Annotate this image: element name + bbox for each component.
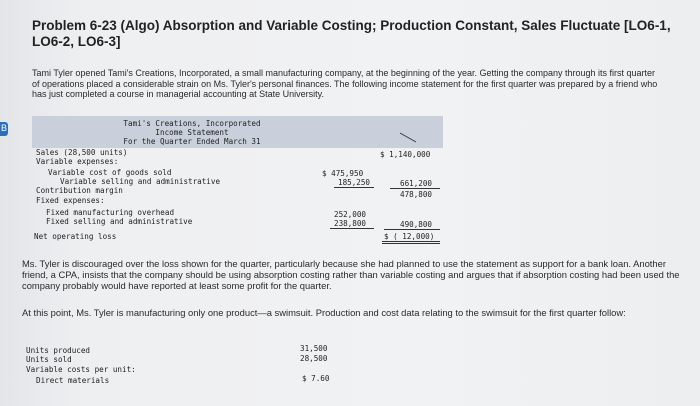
- prod-label: Direct materials: [36, 376, 110, 385]
- row-label: Fixed selling and administrative: [46, 217, 193, 226]
- prod-label: Units produced: [26, 346, 91, 355]
- statement-company: Tami's Creations, Incorporated: [123, 119, 261, 128]
- row-right: 661,200: [400, 179, 433, 188]
- statement-header: [32, 116, 443, 148]
- intro-paragraph: Tami Tyler opened Tami's Creations, Incorporated, a small manufacturing company, at the beginning of the year. Getting the company through its first quarter of operations placed a considerable strain on Ms. Tyler's personal finances. The following income statement for the first quarter was prepared by a friend who has just completed a course in managerial accounting at State University.: [32, 68, 658, 99]
- row-label: Variable cost of goods sold: [48, 168, 172, 177]
- cursor-mark-icon: [398, 130, 422, 146]
- prod-value: 28,500: [300, 354, 328, 363]
- question-marker-label: B: [1, 123, 8, 133]
- underline: [384, 229, 440, 230]
- underline: [334, 187, 374, 188]
- row-label: Variable selling and administrative: [60, 177, 221, 186]
- row-label: Sales (28,500 units): [36, 148, 128, 157]
- row-right: $ ( 12,000): [384, 232, 435, 241]
- row-mid: 185,250: [338, 178, 371, 187]
- prod-value: 31,500: [300, 344, 328, 353]
- row-mid: $ 475,950: [322, 169, 364, 178]
- row-label: Variable expenses:: [36, 157, 119, 166]
- row-mid: 252,000: [334, 210, 367, 219]
- problem-title: Problem 6-23 (Algo) Absorption and Variable Costing; Production Constant, Sales Fluctuate [LO6-1, LO6-2, LO6-3]: [32, 18, 671, 49]
- double-underline: [382, 241, 440, 244]
- question-marker[interactable]: [0, 122, 8, 136]
- discussion-paragraph: Ms. Tyler is discouraged over the loss shown for the quarter, particularly because she had planned to use the statement as support for a bank loan. Another friend, a CPA, insists that the company should be using absorption costing rather than variable costing and argues that if absorption costing had been used the company probably would have reported at least some profit for the quarter.: [22, 258, 680, 291]
- row-right: 478,800: [400, 190, 433, 199]
- row-mid: 238,800: [334, 219, 367, 228]
- underline: [330, 228, 374, 229]
- underline: [390, 188, 440, 189]
- production-intro-paragraph: At this point, Ms. Tyler is manufacturing only one product—a swimsuit. Production and cost data relating to the swimsuit for the first quarter follow:: [22, 307, 626, 318]
- income-statement: [32, 116, 443, 244]
- row-right: 490,800: [400, 220, 433, 229]
- statement-name: Income Statement: [155, 128, 229, 137]
- row-right: $ 1,140,000: [380, 150, 431, 159]
- prod-label: Units sold: [26, 355, 72, 364]
- row-label: Contribution margin: [36, 186, 123, 195]
- prod-value: $ 7.60: [302, 374, 330, 383]
- statement-period: For the Quarter Ended March 31: [123, 137, 261, 146]
- production-data-table: [22, 340, 352, 406]
- row-label: Net operating loss: [34, 232, 117, 241]
- row-label: Fixed manufacturing overhead: [46, 208, 175, 217]
- row-label: Fixed expenses:: [36, 196, 105, 205]
- prod-label: Variable costs per unit:: [26, 365, 136, 374]
